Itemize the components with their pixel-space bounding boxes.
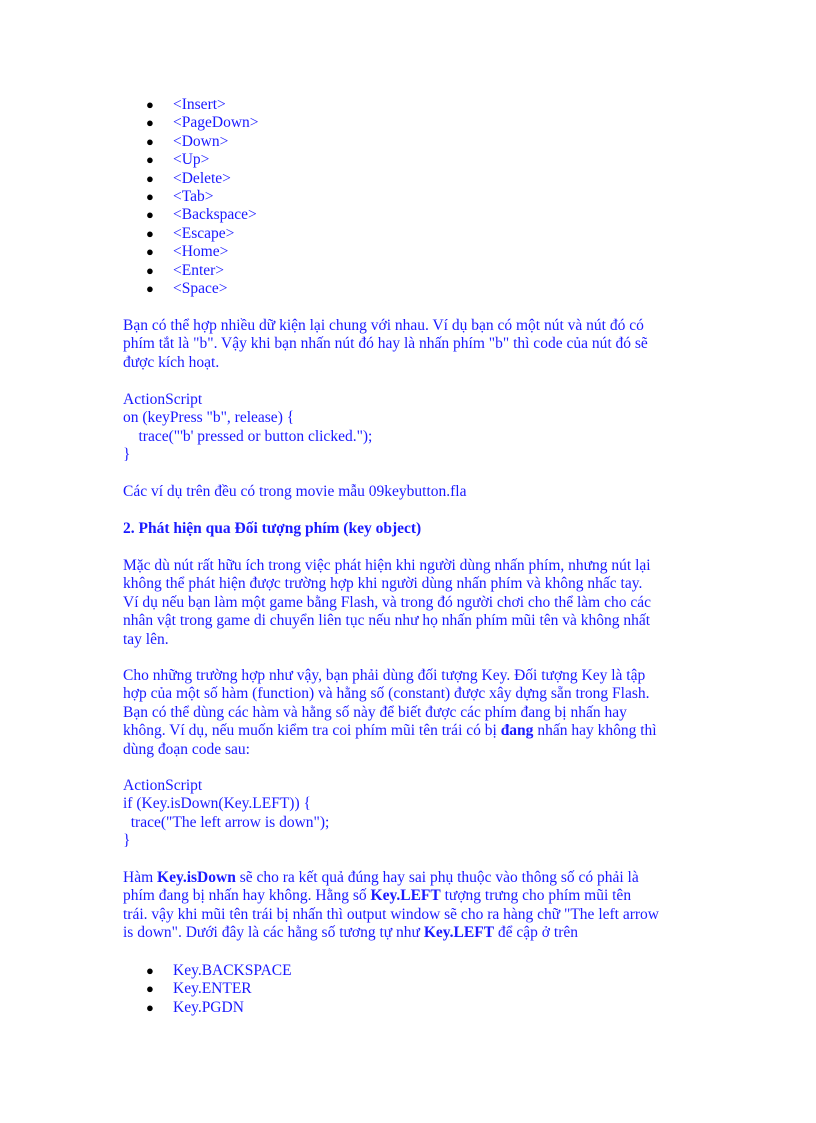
list-item: ● <Down> bbox=[146, 132, 229, 150]
code-block-keypress: ActionScript on (keyPress "b", release) { trace("'b' pressed or button clicked."); } bbox=[123, 391, 373, 464]
list-item: ● <Tab> bbox=[146, 187, 214, 205]
paragraph-combine-events: Bạn có thể hợp nhiều dữ kiện lại chung với nhau. Ví dụ bạn có một nút và nút đó có phím tắt là "b". Vậy khi bạn nhấn nút đó hay là nhấn phím "b" thì code của nút đó sẽ được kích hoạt. bbox=[123, 317, 648, 371]
list-item: ● <PageDown> bbox=[146, 114, 259, 132]
key-constant-list bbox=[146, 962, 292, 1017]
paragraph-isdown-explanation: Hàm Key.isDown sẽ cho ra kết quả đúng hay sai phụ thuộc vào thông số có phải là phím đang bị nhấn hay không. Hằng số Key.LEFT tượng trưng cho phím mũi tên trái. vậy khi mũi tên trái bị nhấn thì output window sẽ cho ra hàng chữ "The left arrow is down". Dưới đây là các hằng số tương tự như Key.LEFT để cập ở trên bbox=[123, 869, 659, 942]
list-item: ● <Delete> bbox=[146, 169, 231, 187]
paragraph-button-limitation: Mặc dù nút rất hữu ích trong việc phát hiện khi người dùng nhấn phím, nhưng nút lại không thể phát hiện được trường hợp khi người dùng nhấn phím và không nhấc tay. Ví dụ nếu bạn làm một game bằng Flash, và trong đó người chơi cho thể làm cho các nhân vật trong game di chuyển liên tục nếu như họ nhấn phím mũi tên và không nhất tay lên. bbox=[123, 557, 651, 648]
list-item: ● <Insert> bbox=[146, 96, 226, 113]
list-item: ● Key.ENTER bbox=[146, 980, 252, 998]
list-item: ● Key.BACKSPACE bbox=[146, 962, 292, 979]
key-list bbox=[146, 96, 259, 298]
section-heading: 2. Phát hiện qua Đối tượng phím (key object) bbox=[123, 520, 422, 537]
list-item: ● <Home> bbox=[146, 243, 229, 261]
list-item: ● <Space> bbox=[146, 279, 228, 297]
paragraph-example-file: Các ví dụ trên đều có trong movie mẫu 09keybutton.fla bbox=[123, 483, 467, 500]
list-item: ● <Backspace> bbox=[146, 206, 257, 224]
list-item: ● <Up> bbox=[146, 151, 210, 169]
paragraph-key-object: Cho những trường hợp như vậy, bạn phải dùng đối tượng Key. Đối tượng Key là tập hợp của một số hàm (function) và hằng số (constant) được xây dựng sẵn trong Flash. Bạn có thể dùng các hàm và hằng số này để biết được các phím đang bị nhấn hay không. Ví dụ, nếu muốn kiểm tra coi phím mũi tên trái có bị đang nhấn hay không thì dùng đoạn code sau: bbox=[123, 667, 657, 758]
list-item: ● Key.PGDN bbox=[146, 998, 244, 1016]
list-item: ● <Enter> bbox=[146, 261, 225, 279]
list-item: ● <Escape> bbox=[146, 224, 235, 242]
code-block-isdown: ActionScript if (Key.isDown(Key.LEFT)) { trace("The left arrow is down"); } bbox=[123, 777, 330, 850]
